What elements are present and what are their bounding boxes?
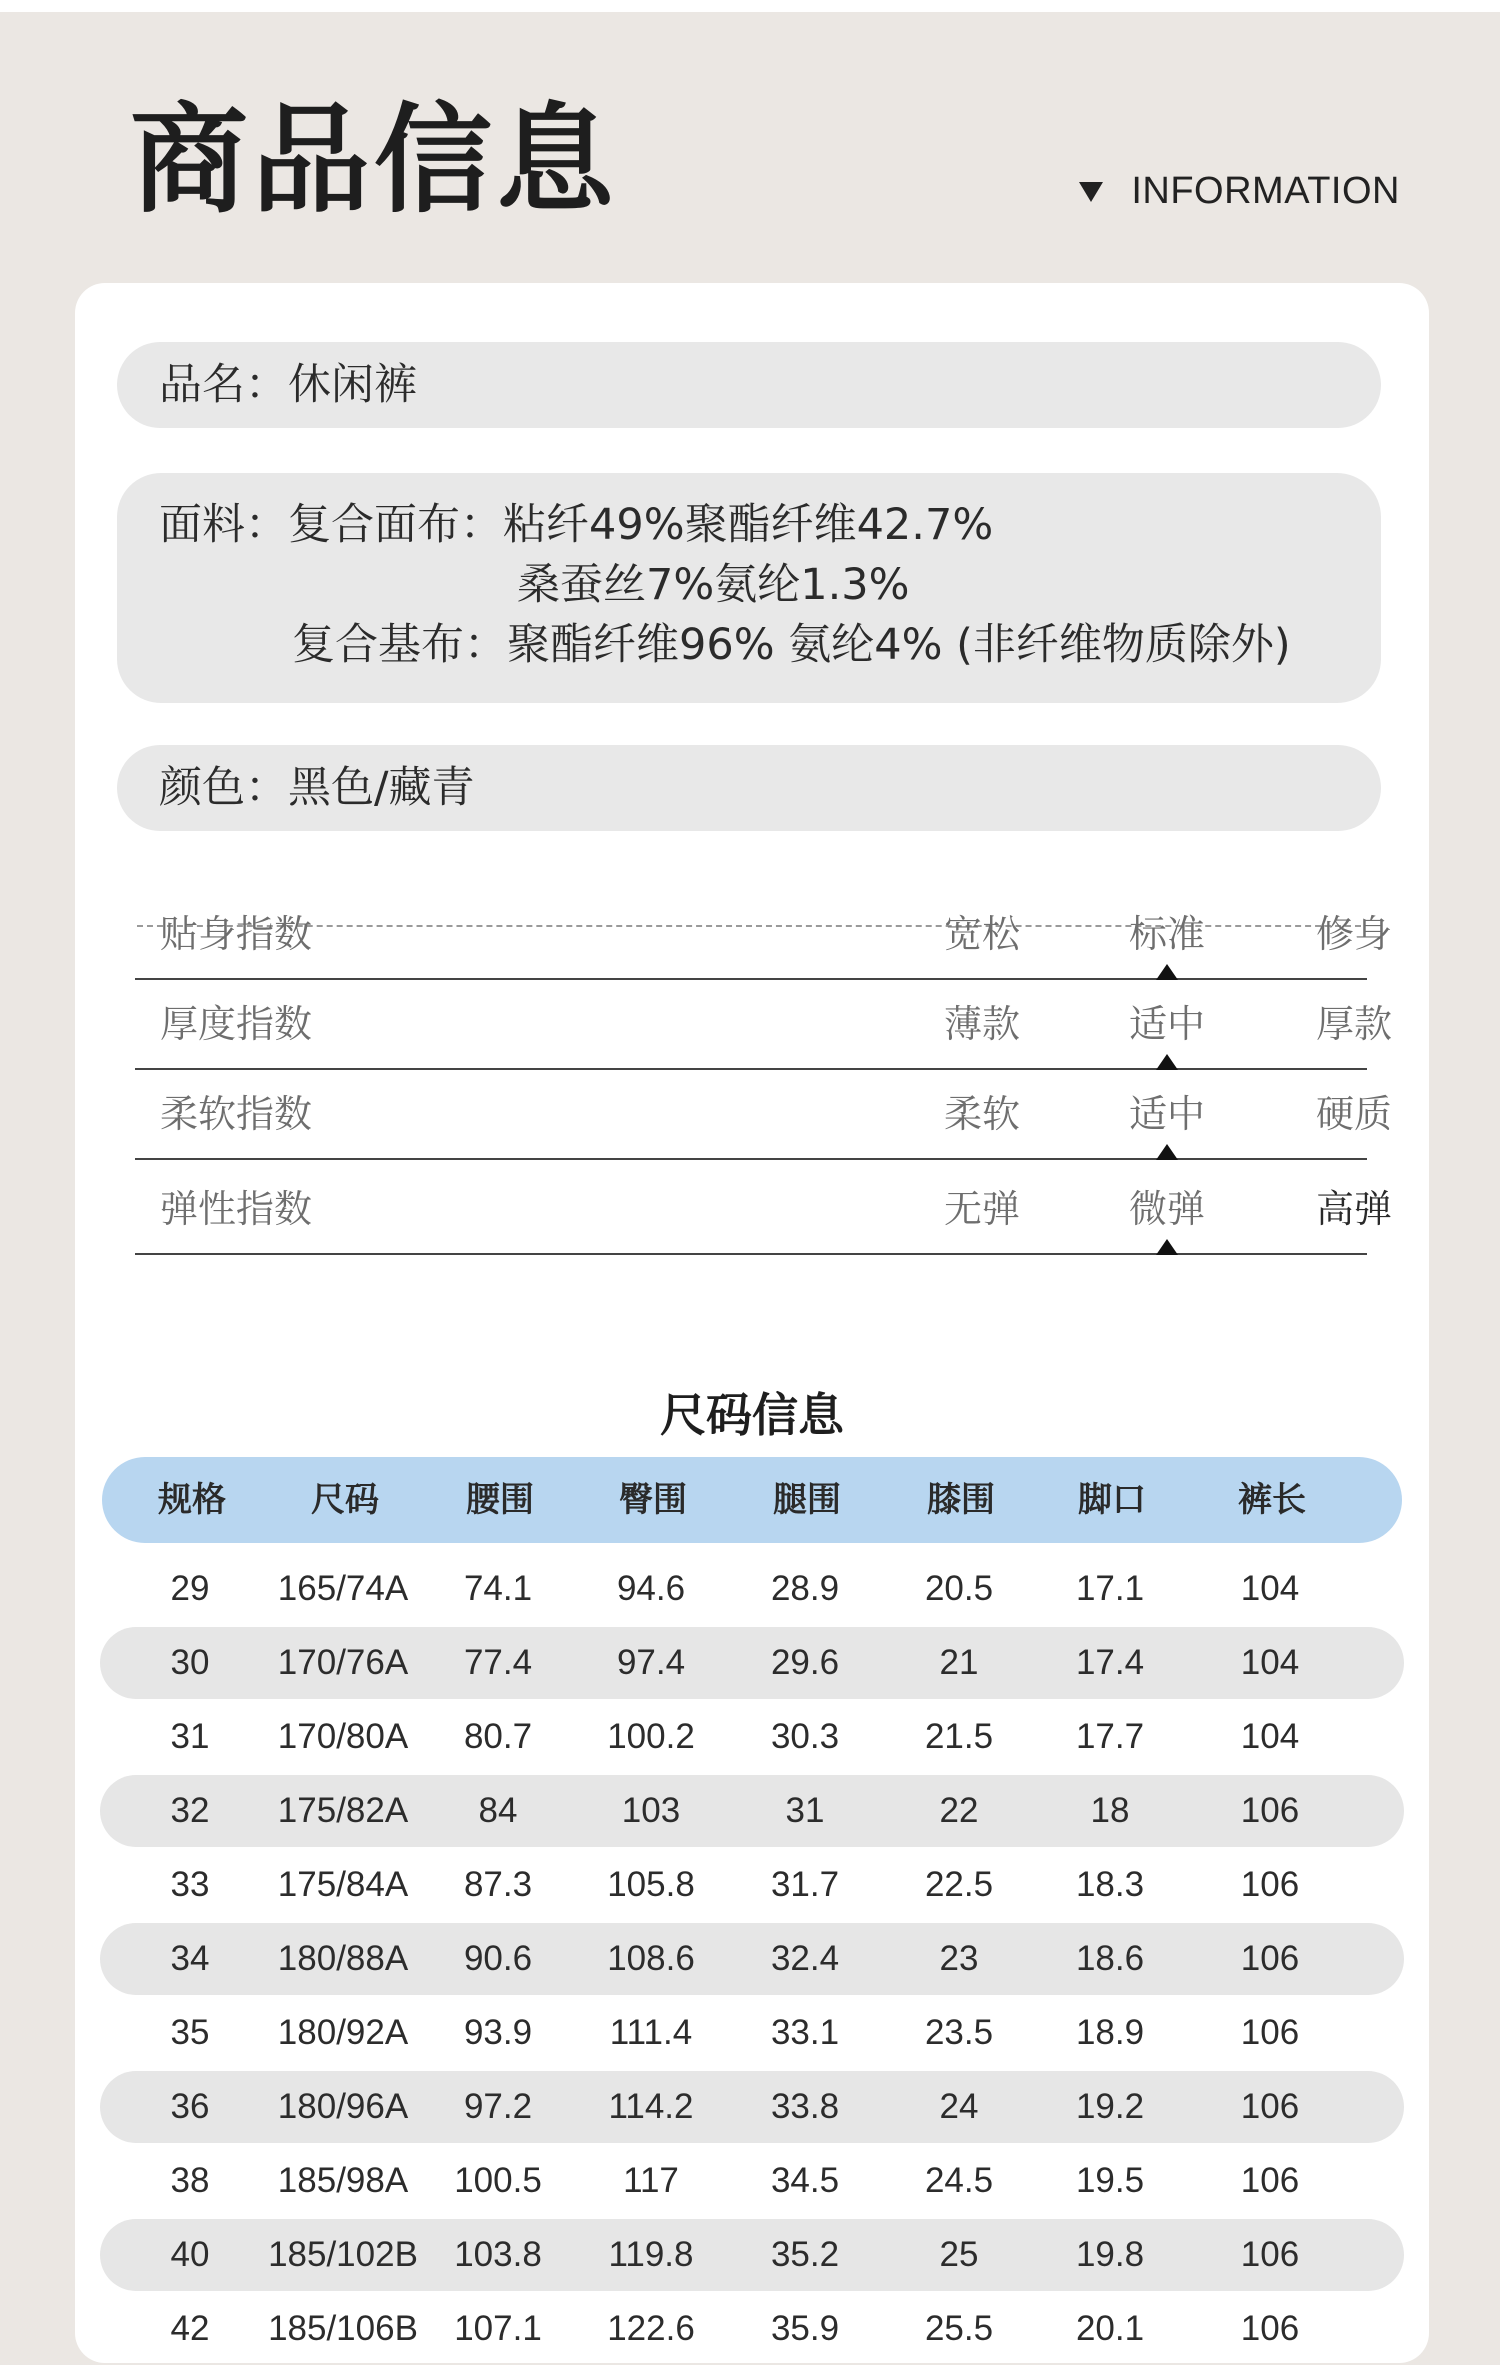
- index-label: 贴身指数: [160, 912, 313, 956]
- table-cell: 104: [1240, 1717, 1300, 1756]
- table-cell: 180/88A: [277, 1939, 409, 1978]
- column-header: 腿围: [773, 1480, 841, 1520]
- table-cell: 30.3: [770, 1717, 840, 1756]
- table-cell: 97.4: [616, 1643, 686, 1682]
- table-cell: 106: [1240, 2309, 1300, 2348]
- index-row-fit: [135, 888, 1392, 980]
- table-cell: 25: [939, 2235, 979, 2274]
- table-cell: 19.2: [1075, 2087, 1145, 2126]
- table-cell: 106: [1240, 2087, 1300, 2126]
- index-option-selected: 适中: [1128, 1092, 1205, 1136]
- table-row: [100, 2293, 1404, 2365]
- table-cell: 17.1: [1075, 1569, 1145, 1608]
- table-row: [100, 1627, 1404, 1699]
- index-option-selected: 适中: [1128, 1002, 1205, 1046]
- table-cell: 29.6: [770, 1643, 840, 1682]
- table-cell: 21: [939, 1643, 979, 1682]
- fabric-outer-label: 复合面布：: [288, 500, 503, 550]
- table-cell: 87.3: [463, 1865, 533, 1904]
- table-row: [100, 2071, 1404, 2143]
- table-cell: 31: [785, 1791, 825, 1830]
- table-cell: 29: [170, 1569, 210, 1608]
- table-row: [100, 1997, 1404, 2069]
- table-cell: 93.9: [463, 2013, 533, 2052]
- column-header: 裤长: [1238, 1480, 1306, 1520]
- table-cell: 19.8: [1075, 2235, 1145, 2274]
- table-cell: 106: [1240, 1939, 1300, 1978]
- index-label: 柔软指数: [160, 1092, 313, 1136]
- table-cell: 28.9: [770, 1569, 840, 1608]
- triangle-down-icon: [1079, 182, 1103, 202]
- index-label: 厚度指数: [160, 1002, 313, 1046]
- table-cell: 30: [170, 1643, 210, 1682]
- table-cell: 119.8: [608, 2235, 694, 2274]
- table-cell: 22: [939, 1791, 979, 1830]
- table-cell: 103.8: [454, 2235, 542, 2274]
- fabric-pill: [117, 473, 1381, 703]
- size-table-title: 尺码信息: [660, 1388, 844, 1442]
- table-cell: 38: [170, 2161, 210, 2200]
- index-row-softness: [135, 1068, 1392, 1160]
- index-option-selected: 微弹: [1128, 1187, 1205, 1231]
- column-header: 尺码: [311, 1480, 379, 1520]
- table-cell: 32: [170, 1791, 210, 1830]
- table-cell: 25.5: [924, 2309, 994, 2348]
- triangle-up-icon: [1156, 1239, 1178, 1255]
- column-header: 规格: [158, 1480, 226, 1520]
- table-cell: 74.1: [463, 1569, 533, 1608]
- table-cell: 105.8: [607, 1865, 695, 1904]
- table-cell: 35: [170, 2013, 210, 2052]
- table-cell: 111.4: [609, 2013, 693, 2052]
- table-row: [100, 2219, 1404, 2291]
- table-cell: 21.5: [924, 1717, 994, 1756]
- table-cell: 170/76A: [277, 1643, 409, 1682]
- table-cell: 185/102B: [268, 2235, 418, 2274]
- table-cell: 31: [170, 1717, 210, 1756]
- column-header: 臀围: [619, 1480, 687, 1520]
- table-cell: 33.1: [770, 2013, 840, 2052]
- table-cell: 80.7: [463, 1717, 533, 1756]
- table-cell: 18.6: [1075, 1939, 1145, 1978]
- table-row: [100, 1553, 1404, 1625]
- size-table-header: [102, 1457, 1402, 1543]
- product-name-value: 休闲裤: [288, 360, 417, 410]
- table-cell: 165/74A: [277, 1569, 409, 1608]
- table-cell: 106: [1240, 1791, 1300, 1830]
- index-option: 高弹: [1315, 1187, 1392, 1231]
- table-cell: 90.6: [463, 1939, 533, 1978]
- index-option: 柔软: [943, 1092, 1020, 1136]
- table-cell: 106: [1240, 1865, 1300, 1904]
- triangle-up-icon: [1156, 1144, 1178, 1160]
- fabric-outer-value: 粘纤49%聚酯纤维42.7%: [503, 500, 994, 550]
- fabric-line-3: [292, 615, 1291, 675]
- index-option: 硬质: [1315, 1092, 1392, 1136]
- color-label: 颜色：: [159, 763, 288, 813]
- table-cell: 97.2: [463, 2087, 533, 2126]
- table-cell: 42: [170, 2309, 210, 2348]
- table-cell: 32.4: [770, 1939, 840, 1978]
- fabric-base-value: 聚酯纤维96% 氨纶4% (非纤维物质除外): [507, 620, 1291, 670]
- table-cell: 19.5: [1075, 2161, 1145, 2200]
- fabric-label: 面料：: [159, 500, 288, 550]
- table-cell: 180/92A: [277, 2013, 409, 2052]
- table-cell: 175/84A: [277, 1865, 409, 1904]
- color-value: 黑色/藏青: [288, 763, 475, 813]
- table-row: [100, 1701, 1404, 1773]
- product-name-pill: [117, 342, 1381, 428]
- table-cell: 170/80A: [277, 1717, 409, 1756]
- table-cell: 106: [1240, 2013, 1300, 2052]
- index-option: 无弹: [943, 1187, 1020, 1231]
- index-row-thickness: [135, 978, 1392, 1070]
- table-cell: 18.9: [1075, 2013, 1145, 2052]
- table-cell: 17.7: [1075, 1717, 1145, 1756]
- index-option: 宽松: [943, 912, 1020, 956]
- table-cell: 24: [939, 2087, 979, 2126]
- product-name-label: 品名：: [159, 360, 288, 410]
- section-subtitle: [1079, 170, 1400, 213]
- color-pill: [117, 745, 1381, 831]
- table-cell: 40: [170, 2235, 210, 2274]
- table-cell: 35.2: [770, 2235, 840, 2274]
- fabric-base-label: 复合基布：: [292, 620, 507, 670]
- table-cell: 77.4: [463, 1643, 533, 1682]
- index-option: 修身: [1315, 912, 1392, 956]
- table-cell: 31.7: [770, 1865, 840, 1904]
- subtitle-text: INFORMATION: [1131, 170, 1400, 212]
- top-strip: [0, 0, 1500, 12]
- table-cell: 20.1: [1075, 2309, 1145, 2348]
- column-header: 腰围: [466, 1480, 534, 1520]
- table-cell: 114.2: [608, 2087, 694, 2126]
- table-cell: 108.6: [607, 1939, 695, 1978]
- table-cell: 24.5: [924, 2161, 994, 2200]
- table-cell: 175/82A: [277, 1791, 409, 1830]
- table-cell: 122.6: [607, 2309, 695, 2348]
- table-cell: 117: [623, 2161, 679, 2200]
- table-cell: 185/106B: [268, 2309, 418, 2348]
- table-cell: 185/98A: [277, 2161, 409, 2200]
- table-cell: 103: [621, 1791, 681, 1830]
- page-title: 商品信息: [130, 91, 619, 229]
- table-cell: 104: [1240, 1569, 1300, 1608]
- index-label: 弹性指数: [160, 1187, 313, 1231]
- table-cell: 106: [1240, 2161, 1300, 2200]
- table-cell: 180/96A: [277, 2087, 409, 2126]
- table-cell: 84: [478, 1791, 518, 1830]
- table-cell: 106: [1240, 2235, 1300, 2274]
- index-row-elasticity: [135, 1163, 1392, 1255]
- table-cell: 100.2: [607, 1717, 695, 1756]
- table-cell: 36: [170, 2087, 210, 2126]
- table-cell: 100.5: [454, 2161, 542, 2200]
- table-row: [100, 1923, 1404, 1995]
- index-option: 厚款: [1315, 1002, 1392, 1046]
- table-cell: 17.4: [1075, 1643, 1145, 1682]
- table-cell: 107.1: [454, 2309, 542, 2348]
- column-header: 膝围: [927, 1480, 995, 1520]
- fabric-line-2: 桑蚕丝7%氨纶1.3%: [517, 560, 910, 610]
- table-cell: 18: [1090, 1791, 1130, 1830]
- table-row: [100, 1775, 1404, 1847]
- table-cell: 23: [939, 1939, 979, 1978]
- table-cell: 35.9: [770, 2309, 840, 2348]
- index-option: 薄款: [943, 1002, 1020, 1046]
- table-cell: 104: [1240, 1643, 1300, 1682]
- table-cell: 33: [170, 1865, 210, 1904]
- table-row: [100, 2145, 1404, 2217]
- info-card: [75, 283, 1429, 2363]
- table-cell: 18.3: [1075, 1865, 1145, 1904]
- table-cell: 23.5: [924, 2013, 994, 2052]
- column-header: 脚口: [1078, 1480, 1146, 1520]
- table-cell: 34.5: [770, 2161, 840, 2200]
- fabric-line-1: [159, 495, 993, 555]
- table-cell: 20.5: [924, 1569, 994, 1608]
- index-option-selected: 标准: [1128, 912, 1205, 956]
- table-cell: 33.8: [770, 2087, 840, 2126]
- table-cell: 34: [170, 1939, 210, 1978]
- table-cell: 22.5: [924, 1865, 994, 1904]
- table-cell: 94.6: [616, 1569, 686, 1608]
- table-row: [100, 1849, 1404, 1921]
